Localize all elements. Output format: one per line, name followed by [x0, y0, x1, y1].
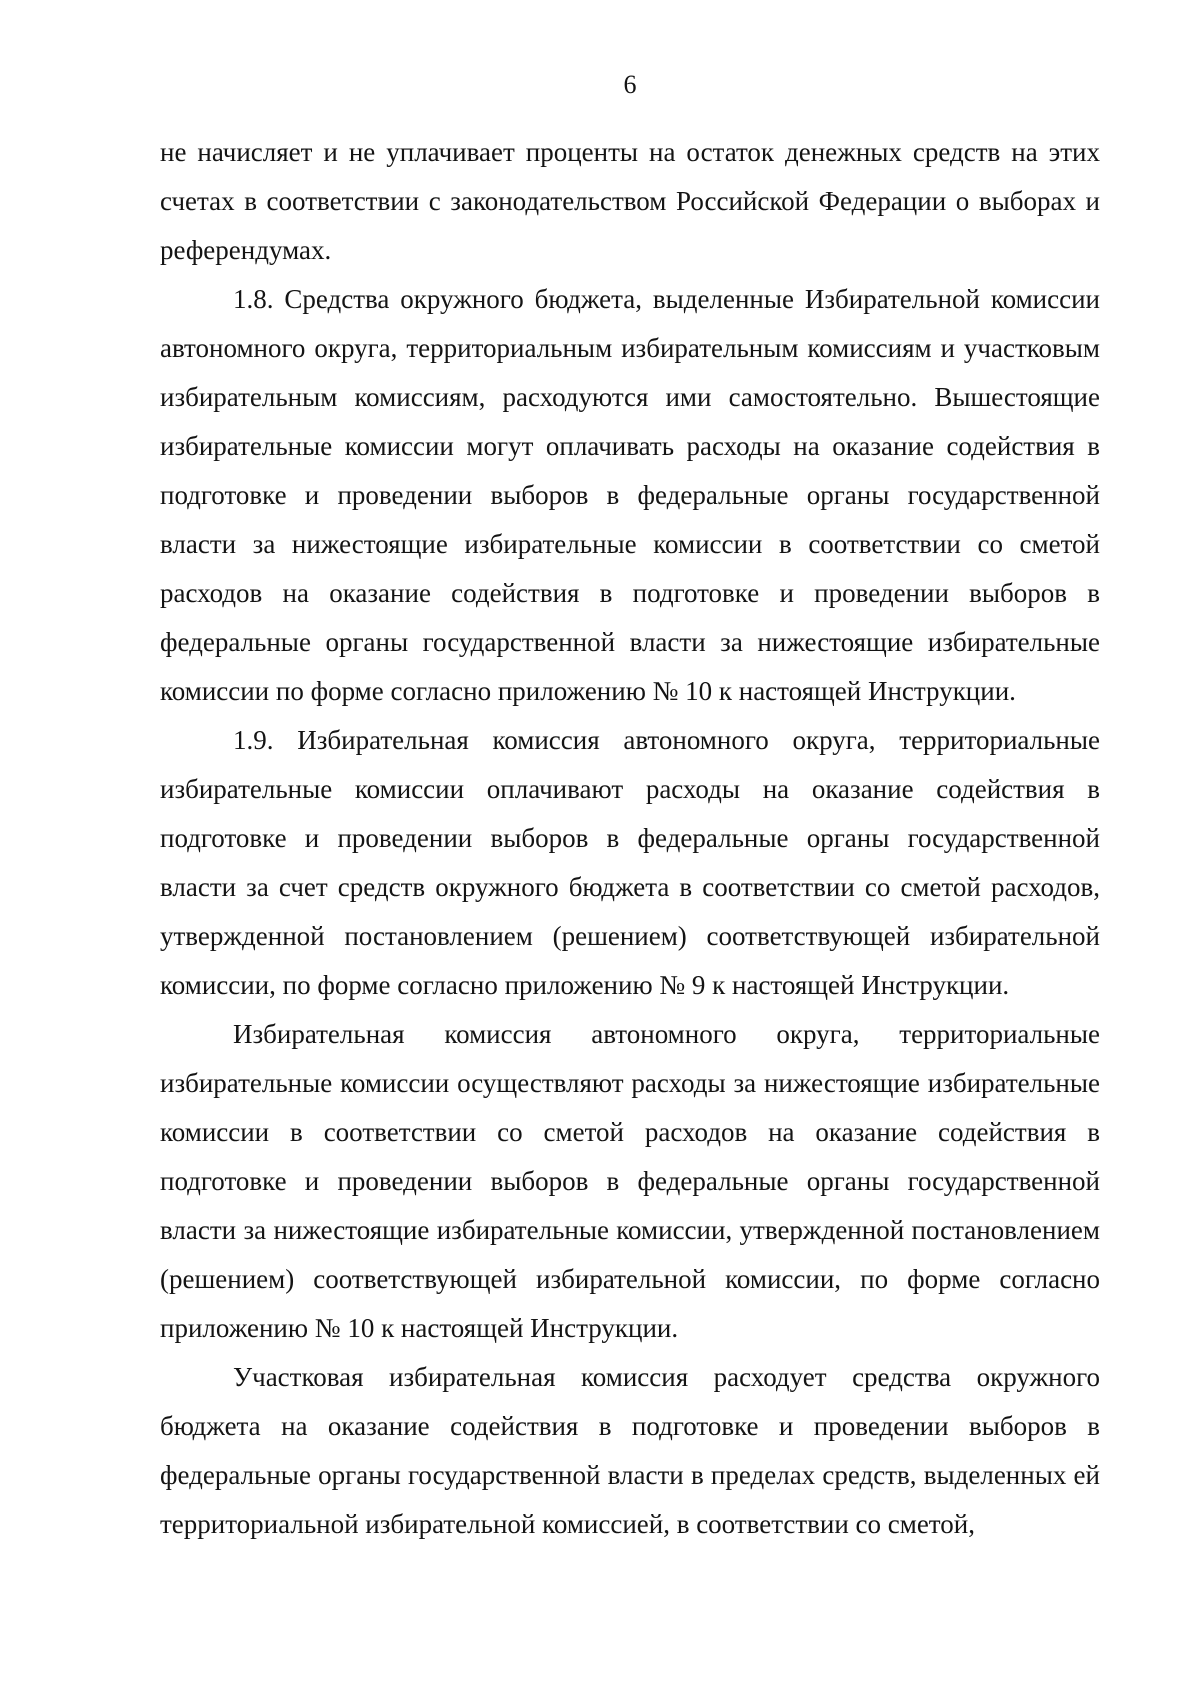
paragraph-clause-1-9-part-3: Участковая избирательная комиссия расходует средства окружного бюджета на оказание содействия в подготовке и проведении выборов в федеральные органы государственной власти в пределах средств, выделенных ей территориальной избирательной комиссией, в соответствии со сметой, [160, 1362, 1100, 1539]
document-body [160, 128, 1100, 1549]
paragraph-clause-1-8: 1.8. Средства окружного бюджета, выделенные Избирательной комиссии автономного округа, территориальным избирательным комиссиям и участковым избирательным комиссиям, расходуются ими самостоятельно. Вышестоящие избирательные комиссии могут оплачивать расходы на оказание содействия в подготовке и проведении выборов в федеральные органы государственной власти за нижестоящие избирательные комиссии в соответствии со сметой расходов на оказание содействия в подготовке и проведении выборов в федеральные органы государственной власти за нижестоящие избирательные комиссии по форме согласно приложению № 10 к настоящей Инструкции. [160, 284, 1100, 706]
paragraph-clause-1-9-part-2: Избирательная комиссия автономного округа, территориальные избирательные комиссии осуществляют расходы за нижестоящие избирательные комиссии в соответствии со сметой расходов на оказание содействия в подготовке и проведении выборов в федеральные органы государственной власти за нижестоящие избирательные комиссии, утвержденной постановлением (решением) соответствующей избирательной комиссии, по форме согласно приложению № 10 к настоящей Инструкции. [160, 1019, 1100, 1343]
paragraph-continuation: не начисляет и не уплачивает проценты на остаток денежных средств на этих счетах в соответствии с законодательством Российской Федерации о выборах и референдумах. [160, 137, 1100, 265]
paragraph-clause-1-9: 1.9. Избирательная комиссия автономного округа, территориальные избирательные комиссии оплачивают расходы на оказание содействия в подготовке и проведении выборов в федеральные органы государственной власти за счет средств окружного бюджета в соответствии со сметой расходов, утвержденной постановлением (решением) соответствующей избирательной комиссии, по форме согласно приложению № 9 к настоящей Инструкции. [160, 725, 1100, 1000]
page-number: 6 [623, 70, 637, 99]
